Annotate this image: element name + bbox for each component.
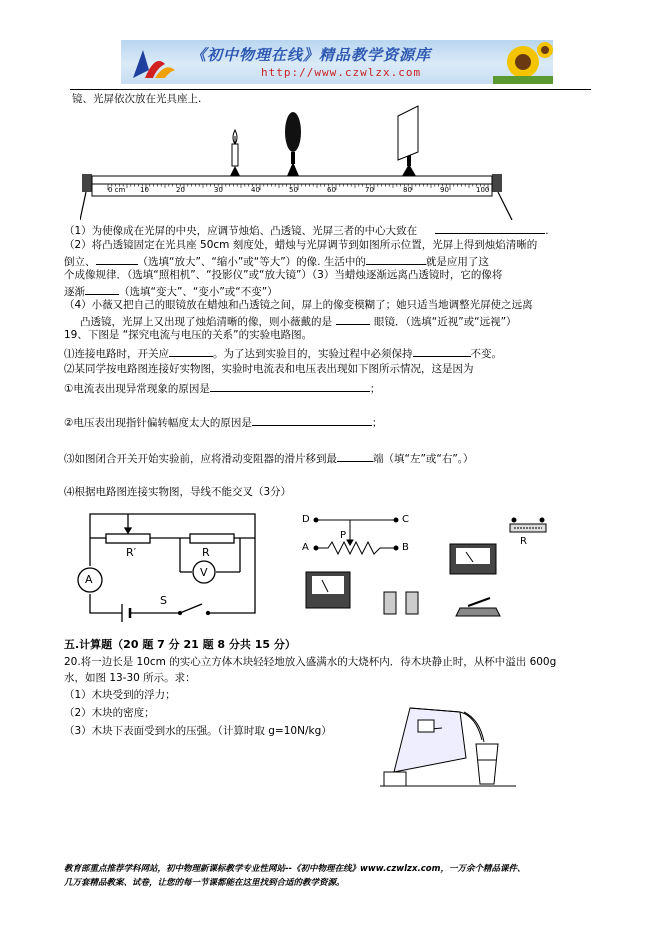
q19-line6: ⑷根据电路图连接实物图，导线不能交叉（3分） <box>64 486 292 498</box>
ammeter-device-icon <box>306 572 350 608</box>
q19-line3: ①电流表出现异常现象的原因是 ； <box>64 380 380 396</box>
q20-sub2: （2）木块的密度； <box>64 707 155 719</box>
rheostat-a: A <box>302 542 309 553</box>
candle-icon <box>230 130 240 176</box>
q18-part4-line1: （4）小薇又把自己的眼镜放在蜡烛和凸透镜之间，屏上的像变模糊了；她只适当地调整光屏使之远离 <box>64 299 533 311</box>
ammeter-label: A <box>85 573 93 586</box>
q18-part4-line2: 凸透镜，光屏上又出现了烛焰清晰的像，则小薇戴的是 眼镜．（选填“近视”或“远视”） <box>80 313 517 329</box>
equipment-diagram <box>300 512 560 622</box>
footer-line-1: 教育部重点推荐学科网站，初中物理新课标教学专业性网站--《初中物理在线》www.czwlzx.com，一万余个精品课件、 <box>64 864 526 874</box>
rheostat-d: D <box>302 514 310 525</box>
label-r-prime: R′ <box>126 546 137 559</box>
q18-part2-line1: （2）将凸透镜固定在光具座 50cm 刻度处，蜡烛与光屏调节到如图所示位置，光屏上得到烛焰清晰的 <box>64 239 538 251</box>
banner-url: http://www.czwlzx.com <box>261 66 422 79</box>
lens-icon <box>285 112 301 176</box>
rheostat-p: P <box>340 530 347 541</box>
page-footer <box>64 862 604 890</box>
intro-line: 镜、光屏依次放在光具座上. <box>72 93 202 105</box>
q20-sub3: （3）木块下表面受到水的压强。（计算时取 g=10N/kg） <box>64 725 332 737</box>
footer-line-2: 几万套精品教案、试卷，让您的每一节课都能在这里找到合适的教学资源。 <box>64 878 345 888</box>
section5-title: 五.计算题（20 题 7 分 21 题 8 分共 15 分） <box>64 638 296 651</box>
q20-sub1: （1）木块受到的浮力； <box>64 689 176 701</box>
q19-line4: ②电压表出现指针偏转幅度太大的原因是 ； <box>64 414 382 430</box>
switch-device-icon <box>456 598 500 616</box>
q19-title: 19、下图是 “探究电流与电压的关系”的实验电路图。 <box>64 329 313 341</box>
beaker-figure <box>380 700 520 790</box>
header-divider <box>70 89 591 90</box>
optical-bench-diagram <box>80 100 520 220</box>
q19-line5: ⑶如图闭合开关开始实验前，应将滑动变阻器的滑片移到最 端（填“左”或“右”。） <box>64 450 474 466</box>
rheostat-c: C <box>402 514 409 525</box>
q18-part1: （1）为使像成在光屏的中央，应调节烛焰、凸透镜、光屏三者的中心大致在 . <box>64 222 549 238</box>
sunflower-icon <box>493 40 553 84</box>
switch-label: S <box>160 594 167 607</box>
logo-icon <box>125 44 181 82</box>
label-r: R <box>202 546 210 559</box>
q18-part2-line3: 个成像规律．（选填“照相机”、“投影仪”或“放大镜”）（3）当蜡烛逐渐远离凸透镜时，它的像将 <box>64 269 503 281</box>
screen-icon <box>398 106 418 176</box>
q20-line1: 20.将一边长是 10cm 的实心立方体木块轻轻地放入盛满水的大烧杯内．待木块静止时，从杯中溢出 600g <box>64 656 557 668</box>
q18-part2-line2: 倒立、 （选填“放大”、“缩小”或“等大”）的像. 生活中的 就是应用了这 <box>64 253 489 269</box>
battery-icon <box>384 592 418 614</box>
header-banner <box>121 40 553 84</box>
q18-part2-line4: 逐渐 （选填“变大”、“变小”或“不变”） <box>64 283 278 299</box>
resistor-r-label: R <box>520 536 527 547</box>
banner-title: 《初中物理在线》精品教学资源库 <box>191 46 432 64</box>
q19-line1: ⑴连接电路时，开关应 。为了达到实验目的，实验过程中必须保持 不变。 <box>64 345 502 361</box>
q20-line2: 水，如图 13-30 所示。求： <box>64 672 196 684</box>
rheostat-b: B <box>402 542 409 553</box>
q19-line2: ⑵某同学按电路图连接好实物图，实验时电流表和电压表出现如下图所示情况，这是因为 <box>64 363 474 375</box>
voltmeter-label: V <box>200 566 208 579</box>
circuit-diagram <box>70 508 270 623</box>
voltmeter-device-icon <box>450 544 496 574</box>
